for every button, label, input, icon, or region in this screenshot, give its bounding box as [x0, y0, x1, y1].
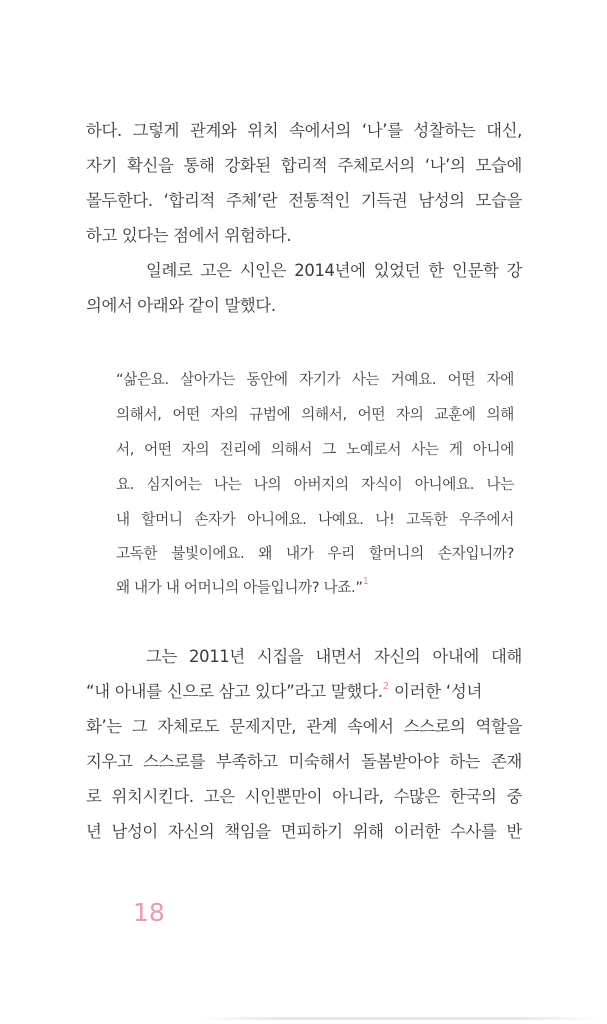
- text-line: 화’는 그 자체로도 문제지만, 관계 속에서 스스로의 역할을: [86, 717, 522, 736]
- text-line: 몰두한다. ‘합리적 주체’란 전통적인 기득권 남성의 모습을: [86, 191, 522, 210]
- text-line: 지우고 스스로를 부족하고 미숙해서 돌봄받아야 하는 존재: [86, 752, 522, 771]
- quote-line: 요. 심지어는 나는 나의 아버지의 자식이 아니에요. 나는: [116, 476, 514, 493]
- quote-text: 왜 내가 내 어머니의 아들입니까? 나죠.”: [116, 579, 363, 596]
- text-segment: “내 아내를 신으로 삼고 있다”라고 말했다.: [86, 682, 383, 701]
- text-line: 일례로 고은 시인은 2014년에 있었던 한 인문학 강: [146, 261, 522, 280]
- quote-line-last: [116, 578, 514, 598]
- text-line: 년 남성이 자신의 책임을 면피하기 위해 이러한 수사를 반: [86, 822, 522, 841]
- text-segment: 이러한 ‘성녀: [388, 682, 483, 701]
- text-line: 자기 확신을 통해 강화된 합리적 주체로서의 ‘나’의 모습에: [86, 156, 522, 175]
- quote-line: 고독한 불빛이에요. 왜 내가 우리 할머니의 손자입니까?: [116, 545, 514, 562]
- page-edge-shadow: [200, 1017, 600, 1020]
- quote-line: 의해서, 어떤 자의 규범에 의해서, 어떤 자의 교훈에 의해: [116, 406, 514, 423]
- text-line: 로 위치시킨다. 고은 시인뿐만이 아니라, 수많은 한국의 중: [86, 787, 522, 806]
- text-line: 하다. 그렇게 관계와 위치 속에서의 ‘나’를 성찰하는 대신,: [86, 121, 522, 140]
- quote-line: 내 할머니 손자가 아니에요. 나예요. 나! 고독한 우주에서: [116, 511, 514, 528]
- quote-line: 서, 어떤 자의 진리에 의해서 그 노예로서 사는 게 아니에: [116, 441, 514, 458]
- text-line: 의에서 아래와 같이 말했다.: [86, 296, 276, 315]
- page-number: 18: [133, 898, 165, 927]
- footnote-marker[interactable]: 1: [362, 576, 369, 588]
- text-line: 하고 있다는 점에서 위험하다.: [86, 226, 292, 245]
- text-line: 그는 2011년 시집을 내면서 자신의 아내에 대해: [146, 647, 522, 666]
- footnote-marker[interactable]: 2: [382, 680, 389, 692]
- quote-line: “삶은요. 살아가는 동안에 자기가 사는 거예요. 어떤 자에: [116, 371, 514, 388]
- text-line-with-footnote: [86, 682, 522, 702]
